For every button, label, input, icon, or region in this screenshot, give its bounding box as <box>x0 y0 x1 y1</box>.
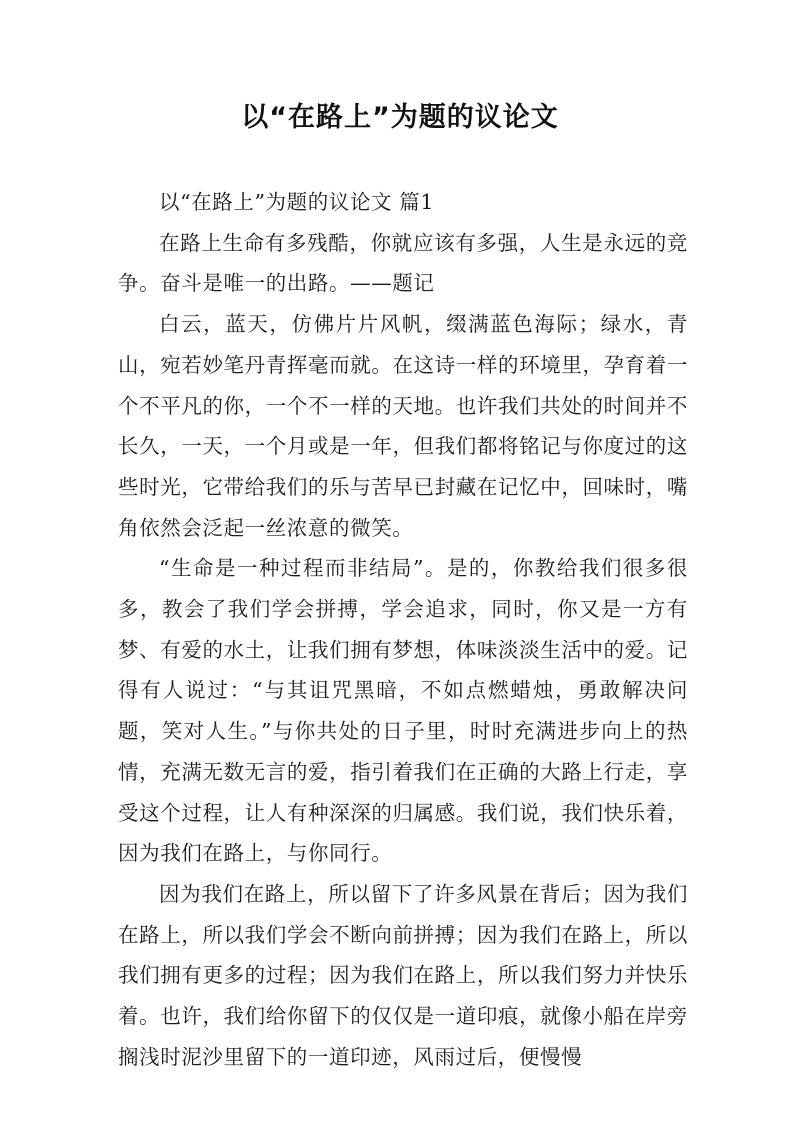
paragraph: “生命是一种过程而非结局”。是的，你教给我们很多很多，教会了我们学会拼搏，学会追求，同时，你又是一方有梦、有爱的水土，让我们拥有梦想，体味淡淡生活中的爱。记得有人说过：“与其诅咒黑暗，不如点燃蜡烛，勇敢解决问题，笑对人生。”与你共处的日子里，时时充满进步向上的热情，充满无数无言的爱，指引着我们在正确的大路上行走，享受这个过程，让人有种深深的归属感。我们说，我们快乐着，因为我们在路上，与你同行。 <box>118 556 688 866</box>
paragraph: 白云，蓝天，仿佛片片风帆，缀满蓝色海际；绿水，青山，宛若妙笔丹青挥毫而就。在这诗一样的环境里，孕育着一个不平凡的你，一个不一样的天地。也许我们共处的时间并不长久，一天，一个月或是一年，但我们都将铭记与你度过的这些时光，它带给我们的乐与苦早已封藏在记忆中，回味时，嘴角依然会泛起一丝浓意的微笑。 <box>118 312 688 540</box>
section-heading: 以“在路上”为题的议论文 篇1 <box>159 190 435 214</box>
page-title: 以“在路上”为题的议论文 <box>241 102 559 133</box>
paragraph: 因为我们在路上，所以留下了许多风景在背后；因为我们在路上，所以我们学会不断向前拼搏；因为我们在路上，所以我们拥有更多的过程；因为我们在路上，所以我们努力并快乐着。也许，我们给你留下的仅仅是一道印痕，就像小船在岸旁搁浅时泥沙里留下的一道印迹，风雨过后，便慢慢 <box>118 881 688 1069</box>
paragraph-epigraph: 在路上生命有多残酷，你就应该有多强，人生是永远的竞争。奋斗是唯一的出路。——题记 <box>118 230 688 296</box>
document-body <box>118 182 688 1077</box>
